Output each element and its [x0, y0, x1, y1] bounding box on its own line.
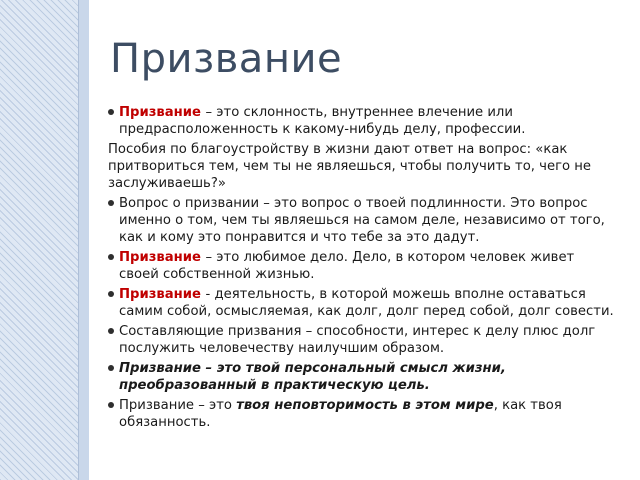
bullet-components [108, 323, 618, 357]
bullet-text: Составляющие призвания – способности, интерес к делу плюс долг послужить человечеству наилучшим образом. [119, 324, 596, 356]
emphasis-text: Призвание – это твой персональный смысл жизни, преобразованный в практическую цель. [119, 361, 506, 393]
paragraph-text: Пособия по благоустройству в жизни дают ответ на вопрос: «как притвориться тем, чем ты не являешься, чтобы получить то, чего не заслуживаешь?» [108, 142, 592, 191]
bullet-text: - деятельность, в которой можешь вполне оставаться самим собой, осмысляемая, как долг, долг перед собой, долг совести. [119, 287, 614, 319]
slide-title: Призвание [110, 36, 343, 82]
bullet-authenticity [108, 195, 618, 246]
slide-body [108, 104, 618, 434]
term-highlight: Призвание [119, 105, 206, 120]
bullet-text: , как твоя обязанность. [119, 398, 562, 430]
bullet-text: – это любимое дело. Дело, в котором человек живет своей собственной жизнью. [119, 250, 575, 282]
bullet-uniqueness [108, 397, 618, 431]
term-highlight: Призвание [119, 250, 206, 265]
paragraph-guides [108, 141, 618, 192]
bullet-personal-meaning [108, 360, 618, 394]
bullet-definition [108, 104, 618, 138]
bullet-text: Вопрос о призвании – это вопрос о твоей подлинности. Это вопрос именно о том, чем ты являешься на самом деле, независимо от того, как и кому это понравится и что тебе за это дадут. [119, 196, 605, 245]
bullet-favorite-work [108, 249, 618, 283]
bullet-activity [108, 286, 618, 320]
term-highlight: Призвание [119, 287, 206, 302]
decorative-side-pattern [0, 0, 90, 480]
decorative-side-band [78, 0, 90, 480]
bullet-text: – это склонность, внутреннее влечение или предрасположенность к какому-нибудь делу, профессии. [119, 105, 526, 137]
bullet-text: Призвание – это [119, 398, 237, 413]
emphasis-text: твоя неповторимость в этом мире [236, 398, 494, 413]
